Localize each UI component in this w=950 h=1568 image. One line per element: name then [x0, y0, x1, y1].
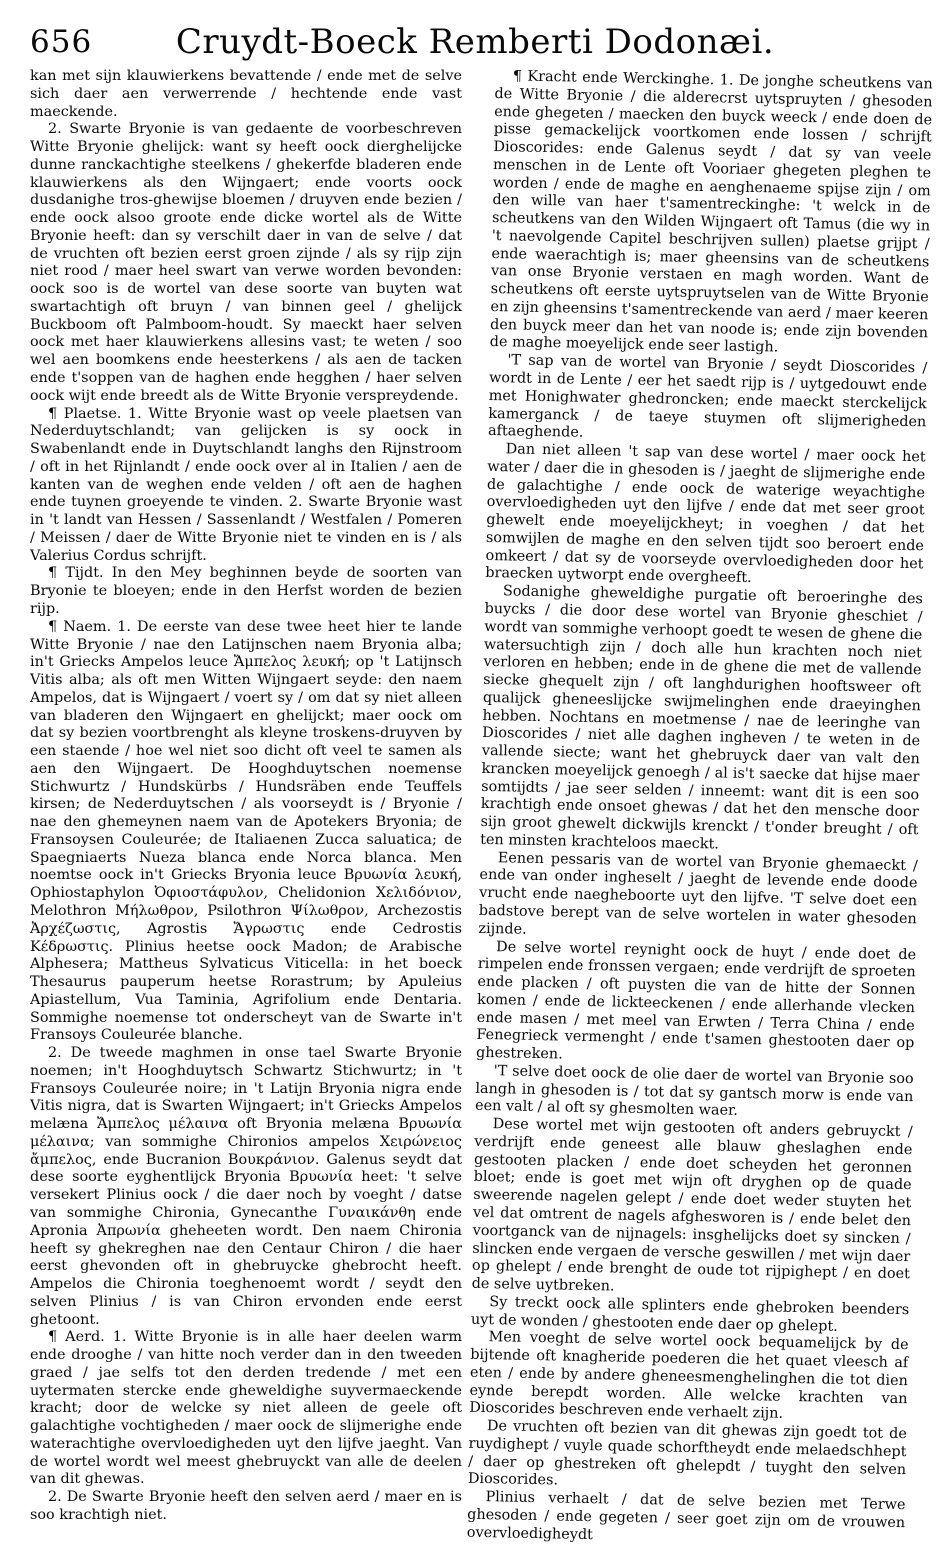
- paragraph: Dan niet alleen 't sap van dese wortel / maer oock het water / daer die in ghesoden is / jaeght de slijmerighe ende de galachtighe / ende oock de waterige weyachtighe overvloedigheden uyt den lijfve / ende dat met seer groot ghewelt ende moeyelijckheyt; in voeghen / dat het somwijlen de maghe en den selven tijdt soo beroert ende omkeert / dat sy de voorseyde overvloedigheden door het braecken uytworpt ende overgheeft.: [485, 441, 926, 587]
- paragraph: ¶ Tijdt. In den Mey beghinnen beyde de soorten van Bryonie te bloeyen; ende in den Herfst worden de bezien rijp.: [30, 565, 462, 617]
- running-title: Cruydt-Boeck Remberti Dodonæi.: [175, 22, 775, 62]
- paragraph: Sodanighe gheweldighe purgatie oft beroeringhe des buycks / die door dese wortel van Bryonie gheschiet / wordt van sommighe verhoopt goedt te wesen de ghene die watersuchtigh zijn / doch alle hun krachten noch niet verloren en hebben; ende in de ghene die met de vallende siecke ghequelt zijn / oft langhdurighen hooftsweer oft qualijck gheneeslijcke swijmelinghen ende draeyinghen hebben. Nochtans en moetmense / nae de leeringhe van Dioscorides / niet alle daghen ingheven / te weten in de vallende siecte; want het ghebruyck daer van valt den krancken moeyelijck genoegh / al is't saecke dat hijse maer somtijdts / jae seer selden / inneemt: want dit is een soo krachtigh ende onsoet ghewas / dat het den mensche door sijn groot ghewelt dickwijls krenckt / t'onder breught / oft ten minsten krachteloos maeckt.: [480, 583, 924, 853]
- paragraph: 2. Swarte Bryonie is van gedaente de voorbeschreven Witte Bryonie ghelijck: want sy heeft oock dierghelijcke dunne ranckachtighe steelkens / ghekerfde bladeren ende klauwierkens als den Wijngaert; ende voorts oock dusdanighe tros-ghewijse bloemen / druyven ende bezien / ende oock alsoo groote ende dicke wortel als de Witte Bryonie heeft: dan sy verschilt daer in van de selve / dat de vruchten oft bezien eerst groen zijnde / als sy rijp zijn niet rood / maer heel swart van verwe worden bevonden: oock soo is de wortel van dese soorte van buyten wat swartachtigh oft bruyn / van binnen geel / ghelijck Buckboom oft Palmboom-houdt. Sy maeckt haer selven oock met haer klauwierkens allesins vast; te weten / soo wel aen boomkens ende heesterkens / als aen de tacken ende t'soppen van de haghen ende hegghen / haer selven oock wijt ende breedt als de Witte Bryonie verspreydende.: [30, 121, 462, 404]
- paragraph: kan met sijn klauwierkens bevattende / ende met de selve sich daer aen verwerrende / hechtende ende vast maeckende.: [30, 68, 462, 120]
- paragraph: Dese wortel met wijn gestooten oft anders gebruyckt / verdrijft ende geneest alle blauw gheslaghen ende gestooten placken / ende doet scheyden het geronnen bloet; ende is goet met wijn oft dryghen op de quade sweerende nagelen gelept / ende doet weder stuyten het vel dat omtrent de nagels afghesworen is / ende belet den voortganck van de nijnagels: insghelijcks doet sy sincken / slincken ende vergaen de versche geswillen / met wijn daer op ghelept / ende brenght de oude tot rijpighept / en doet de selve uytbreken.: [471, 1116, 913, 1295]
- paragraph: ¶ Plaetse. 1. Witte Bryonie wast op veele plaetsen van Nederduytschlandt; van gelijcken is sy oock in Swabenlandt ende in Duytschlandt langhs den Rijnstroom / oft in het Rijnlandt / ende oock over al in Italien / aen de kanten van de weghen ende velden / oft aen de haghen ende tuynen groeyende te vinden. 2. Swarte Bryonie wast in 't landt van Hessen / Sassenlandt / Westfalen / Pomeren / Meissen / daer de Witte Bryonie niet te vinden en is / als Valerius Cordus schrijft.: [30, 405, 462, 564]
- paragraph: De vruchten oft bezien van dit ghewas zijn goedt tot de ruydighept / vuyle quade schorftheydt ende melaedschhept / daer op ghestreken oft ghelepdt / tuyght den selven Dioscorides.: [467, 1418, 907, 1489]
- paragraph: Sy treckt oock alle splinters ende ghebroken beenders uyt de wonden / ghestooten ende daer op ghelept.: [470, 1293, 910, 1335]
- paragraph: 2. De Swarte Bryonie heeft den selven aerd / maer en is soo krachtigh niet.: [30, 1489, 462, 1524]
- paragraph: ¶ Kracht ende Werckinghe. 1. De jonghe scheutkens van de Witte Bryonie / die alderecrst uytspruyten / ghesoden ende ghegeten / maecken den buyck weeck / ende doen de pisse gemackelijck voortkomen ende lossen / schrijft Dioscorides: ende Galenus seydt / dat sy van veele menschen in de Lente oft Vooriaer ghegeten pleghen te worden / ende de maghe en aenghenaeme spijse zijn / om den wille van haer t'samentreckinghe: 't welck in de scheutkens van den Wilden Wijngaert oft Tamus (die wy in 't naevolgende Capitel beschrijven sullen) plaetse grijpt / ende waerachtigh is; maer gheensins van de scheutkens van onse Bryonie verstaen en magh worden. Want de scheutkens oft eerste uytspruytselen van de Witte Bryonie en zijn gheensins t'samentreckende van aerd / maer keeren den buyck meer dan het van noode is; ende zijn bovenden de maghe moeyelijck ende seer lastigh.: [489, 68, 933, 356]
- paragraph: Plinius verhaelt / dat de selve bezien met Terwe ghesoden / ende gegeten / seer goet zijn om de vrouwen overvloedigheydt: [466, 1489, 906, 1543]
- paragraph: Men voeght de selve wortel oock bequamelijck by de bijtende oft knagheride poederen die het quaet vleesch af eten / ende by andere gheneesmenghelinghen die tot dien eynde berepdt worden. Alle welcke krachten van Dioscorides beschreven ende verhaelt zijn.: [469, 1329, 909, 1423]
- paragraph: ¶ Aerd. 1. Witte Bryonie is in alle haer deelen warm ende drooghe / van hitte noch verder dan in den tweeden graed / jae selfs tot den derden tredende / met een uytermaten stercke ende gheweldighe suyvermaeckende kracht; door de welcke sy niet alleen de geele oft galachtighe vochtigheden / maer oock de slijmerighe ende waterachtighe overvloedigheden uyt den lijfve jaeght. Van de wortel wordt wel meest ghebruyckt van alle de deelen van dit ghewas.: [30, 1329, 462, 1488]
- paragraph: 'T selve doet oock de olie daer de wortel van Bryonie soo langh in ghesoden is / tot dat sy gantsch morw is ende van een valt / al oft sy ghesmolten waer.: [474, 1063, 914, 1120]
- paragraph: 'T sap van de wortel van Bryonie / seydt Dioscorides / wordt in de Lente / eer het saedt rijp is / uytgedouwt ende met Honighwater ghedroncken; ende maeckt sterckelijck kamerganck / de taeye stuymen oft slijmerigheden aftaeghende.: [487, 352, 928, 442]
- left-column: [30, 68, 462, 1525]
- paragraph: 2. De tweede maghmen in onse tael Swarte Bryonie noemen; in't Hooghduytsch Schwartz Stichwurtz; in 't Fransoys Couleurée noire; in 't Latijn Bryonia nigra ende Vitis nigra, dat is Swarten Wijngaert; in't Griecks Ampelos melæna Ἄμπελος μέλαινα oft Bryonia melæna Βρυωνία μέλαινα; van sommighe Chironios ampelos Χειρώνειος ἄμπελος, ende Bucranion Βουκράνιον. Galenus seydt dat dese soorte eyghentlijck Bryonia Βρυωνία heet: 't selve versekert Plinius oock / die daer noch by voeght / datse van sommighe Chironia, Gynecanthe Γυναικάνθη ende Apronia Ἀπρωνία gheheeten wordt. Den naem Chironia heeft sy ghekreghen nae den Centaur Chiron / die haer eerst ghevonden oft in ghebruycke ghebrocht heeft. Ampelos die Chironia toeghenoemt wordt / seydt den selven Plinius / is van Chiron ervonden ende eerst ghetoont.: [30, 1045, 462, 1328]
- right-column: [467, 68, 933, 1551]
- page-number: 656: [30, 24, 93, 60]
- paragraph: ¶ Naem. 1. De eerste van dese twee heet hier te lande Witte Bryonie / nae den Latijnschen naem Bryonia alba; in't Griecks Ampelos leuce Ἄμπελος λευκή; op 't Latijnsch Vitis alba; als oft men Witten Wijngaert seyde: den naem Ampelos, dat is Wijngaert / voert sy / om dat sy niet alleen van bladeren den Wijngaert en ghelijckt; maer oock om dat sy bezien voortbrenght als kleyne troskens-druyven by een staende / hoe wel niet soo dicht oft veel te samen als aen den Wijngaert. De Hooghduytschen noemense Stichwurtz / Hundskürbs / Hundsräben ende Teuffels kirsen; de Nederduytschen / als voorseydt is / Bryonie / nae den ghemeynen naem van de Apotekers Bryonia; de Fransoysen Couleurée; de Italiaenen Zucca saluatica; de Spaegniaerts Nueza blanca ende Norca blanca. Men noemtse oock in't Griecks Bryonia leuce Βρυωνία λευκή, Ophiostaphylon Ὀφιοστάφυλον, Chelidonion Χελιδόνιον, Melothron Μήλωθρον, Psilothron Ψίλωθρον, Archezostis Ἀρχέζωστις, Agrostis Ἄγρωστις ende Cedrostis Κέδρωστις. Plinius heetse oock Madon; de Arabische Alphesera; Mattheus Sylvaticus Viticella: in het boeck Thesaurus pauperum heetse Rorastrum; by Apuleius Apiastellum, Vua Taminia, Agrifolium ende Dentaria. Sommighe noemense tot onderscheyt van de Swarte in't Fransoys Couleurée blanche.: [30, 618, 462, 1044]
- paragraph: De selve wortel reynight oock de huyt / ende doet de rimpelen ende fronssen vergaen; ende verdrijft de sproeten ende placken / oft puysten die van de hitte der Sonnen komen / ende de lickteeckenen / ende allerhande vlecken ende masen / met meel van Erwten / Terra China / ende Fenegrieck vermenght / ende t'samen ghestooten daer op ghestreken.: [475, 938, 917, 1063]
- paragraph: Eenen pessaris van de wortel van Bryonie ghemaeckt / ende van onder ingheselt / jaeght de levende ende doode vrucht ende naegheboorte uyt den lijfve. 'T selve doet een badstove berept van de selve wortelen in water ghesoden zijnde.: [478, 849, 918, 938]
